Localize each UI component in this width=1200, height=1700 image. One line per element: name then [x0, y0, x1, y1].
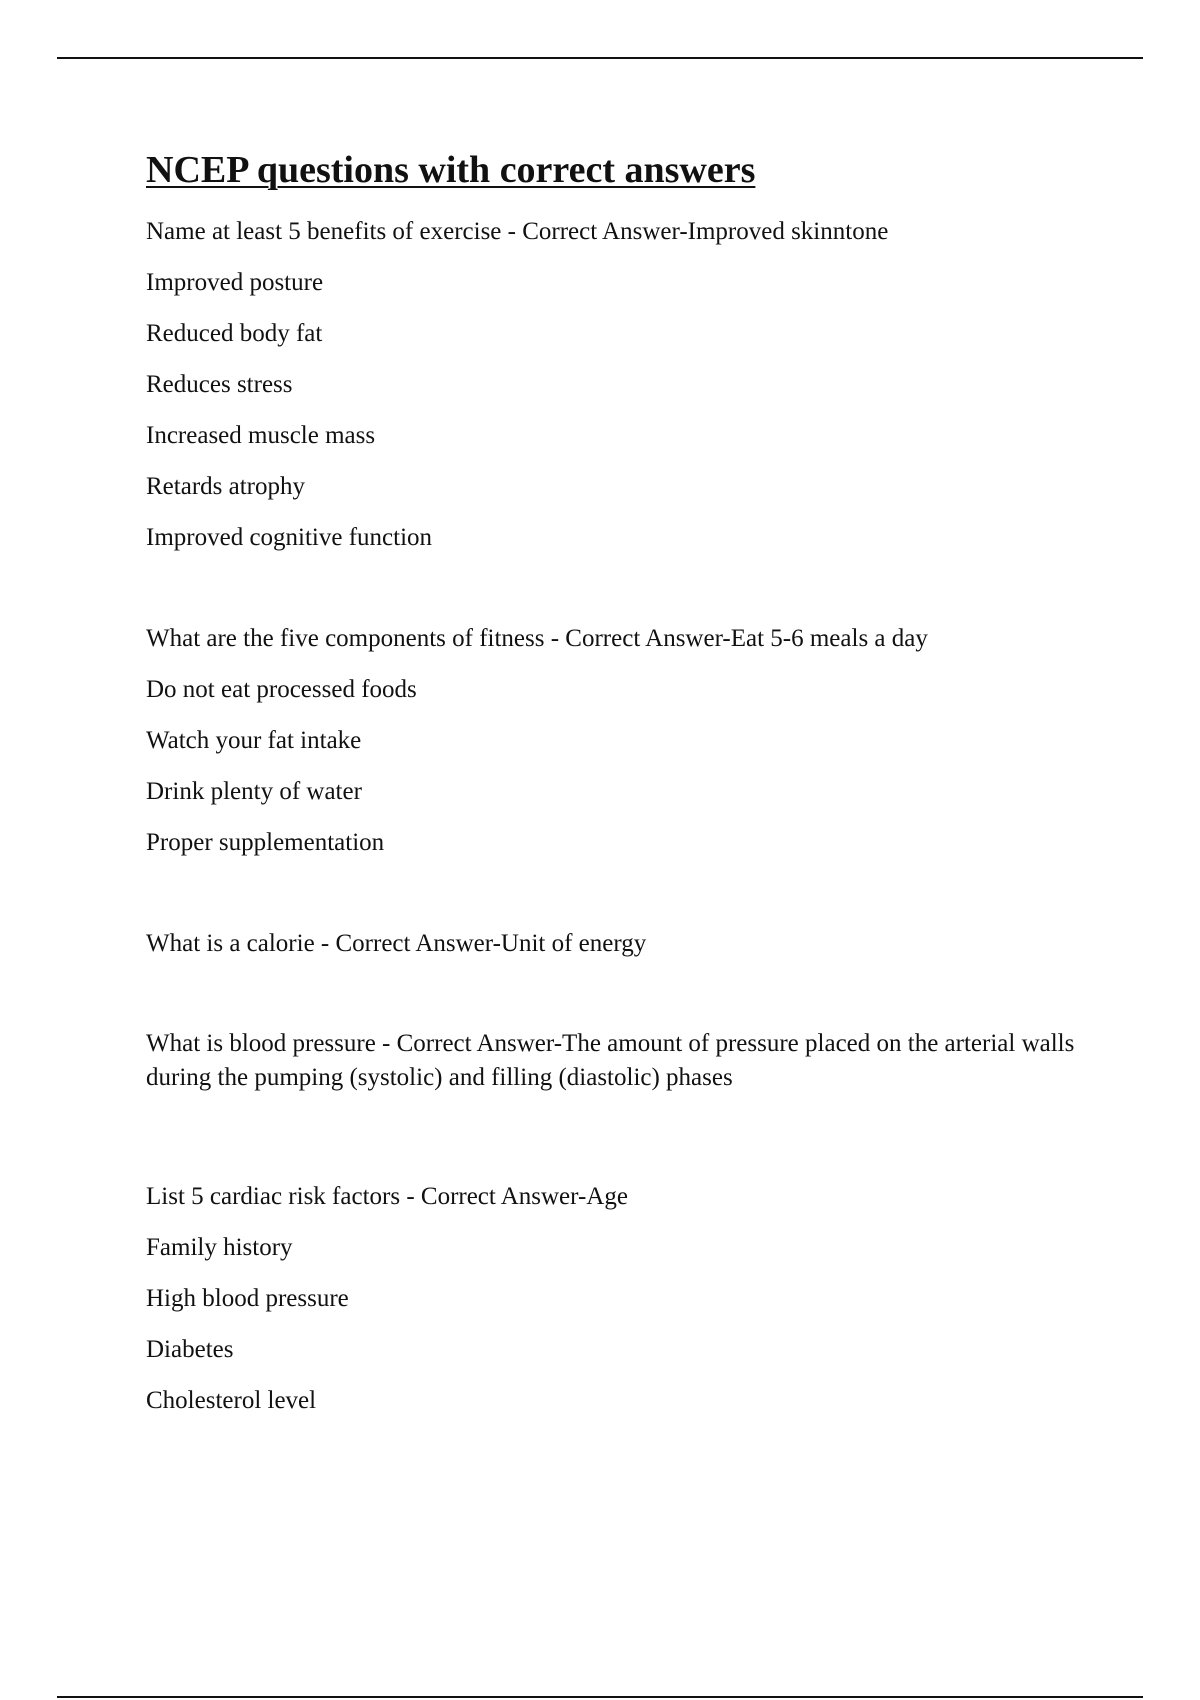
answer-line: Proper supplementation	[146, 829, 385, 856]
qa-cardiac-risk-factors	[146, 1171, 1096, 1426]
answer-line: Drink plenty of water	[146, 778, 362, 805]
answer-line: Watch your fat intake	[146, 727, 362, 754]
answer-line: Family history	[146, 1234, 293, 1261]
qa-blood-pressure	[146, 1019, 1096, 1095]
answer-line: Diabetes	[146, 1336, 234, 1363]
question-line: Name at least 5 benefits of exercise - Correct Answer-Improved skinntone	[146, 218, 889, 245]
question-line: What is a calorie - Correct Answer-Unit of energy	[146, 930, 647, 957]
question-line: What is blood pressure - Correct Answer-The amount of pressure placed on the arterial walls during the pumping (systolic) and filling (diastolic) phases	[146, 1030, 1075, 1091]
answer-line: Reduced body fat	[146, 320, 323, 347]
bottom-divider	[57, 1696, 1143, 1698]
answer-line: Retards atrophy	[146, 473, 305, 500]
page-title: NCEP questions with correct answers	[146, 149, 756, 191]
question-line: What are the five components of fitness - Correct Answer-Eat 5-6 meals a day	[146, 625, 928, 652]
document-body	[146, 142, 1096, 1426]
answer-line: Improved posture	[146, 269, 324, 296]
question-line: List 5 cardiac risk factors - Correct Answer-Age	[146, 1183, 628, 1210]
qa-fitness-components	[146, 613, 1096, 868]
answer-line: Improved cognitive function	[146, 524, 433, 551]
answer-line: Increased muscle mass	[146, 422, 376, 449]
qa-exercise-benefits	[146, 206, 1096, 563]
answer-line: High blood pressure	[146, 1285, 349, 1312]
answer-line: Reduces stress	[146, 371, 293, 398]
answer-line: Do not eat processed foods	[146, 676, 417, 703]
top-divider	[57, 57, 1143, 59]
qa-calorie	[146, 918, 1096, 969]
answer-line: Cholesterol level	[146, 1387, 317, 1414]
